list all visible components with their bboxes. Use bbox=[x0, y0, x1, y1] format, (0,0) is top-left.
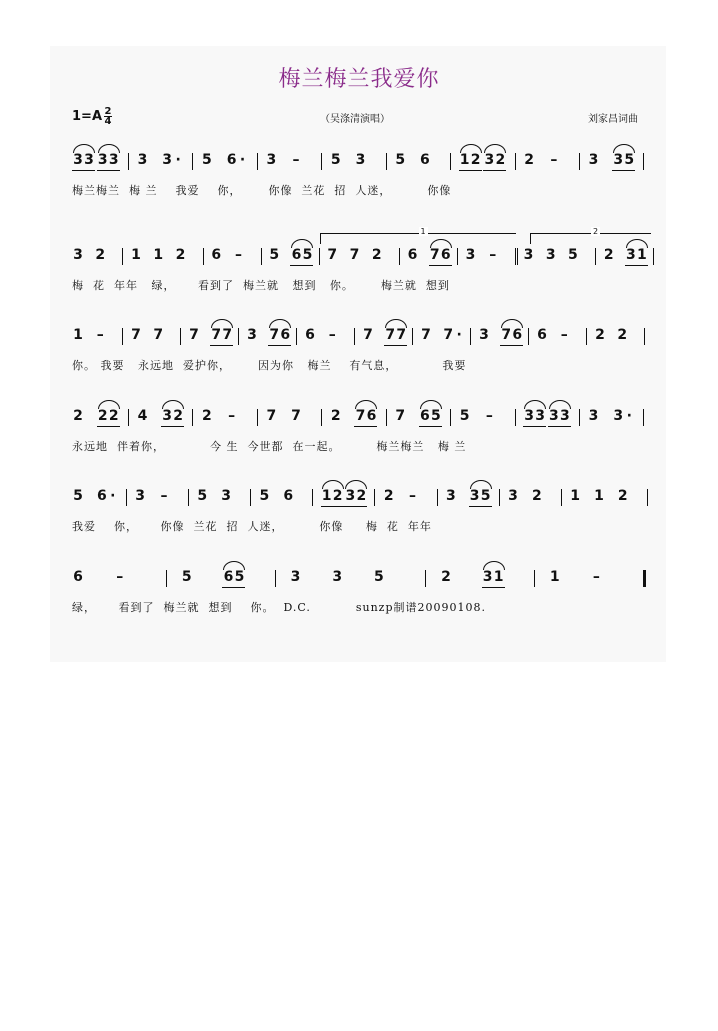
note: 6 bbox=[96, 488, 107, 504]
barline bbox=[412, 328, 413, 345]
note: 3 bbox=[613, 408, 624, 424]
note: 6 bbox=[280, 327, 291, 343]
note: 2 bbox=[95, 247, 106, 263]
note: 2 bbox=[617, 327, 628, 343]
note: 3 bbox=[445, 488, 456, 504]
note: 1 bbox=[549, 569, 560, 585]
note: 1 bbox=[459, 152, 470, 168]
note: 2 bbox=[108, 408, 119, 424]
note: 2 bbox=[332, 488, 343, 504]
key-label: 1=A bbox=[72, 109, 102, 124]
barline bbox=[238, 328, 239, 345]
note: 3 bbox=[135, 488, 146, 504]
barline bbox=[644, 328, 645, 345]
note: 5 bbox=[181, 569, 192, 585]
notation-row bbox=[0, 488, 718, 510]
barline bbox=[354, 328, 355, 345]
note: 3 bbox=[588, 408, 599, 424]
barline bbox=[250, 489, 251, 506]
note: 2 bbox=[617, 488, 628, 504]
note: 3 bbox=[613, 152, 624, 168]
barline bbox=[122, 328, 123, 345]
note: 6 bbox=[512, 327, 523, 343]
note: 6 bbox=[223, 569, 234, 585]
note: 3 bbox=[479, 327, 489, 343]
barline bbox=[643, 153, 644, 170]
barline bbox=[399, 248, 400, 265]
note: 5 bbox=[624, 152, 635, 168]
notation-row bbox=[0, 327, 718, 349]
note: 2 bbox=[202, 408, 212, 424]
note: 5 bbox=[73, 488, 83, 504]
note: 1 bbox=[73, 327, 83, 343]
note: 3 bbox=[84, 152, 94, 168]
barline bbox=[192, 153, 193, 170]
note: 3 bbox=[355, 152, 366, 168]
note: 5 bbox=[259, 488, 270, 504]
barline bbox=[319, 248, 320, 265]
sustain-dash: – bbox=[489, 247, 497, 263]
dot: · bbox=[626, 408, 632, 424]
lyrics-line: 我爱 你， 你像 兰花 招 人迷， 你像 梅 花 年年 bbox=[72, 520, 432, 533]
note: 3 bbox=[548, 408, 559, 424]
note: 2 bbox=[441, 569, 451, 585]
music-system bbox=[0, 569, 718, 639]
note: 2 bbox=[356, 488, 367, 504]
note: 3 bbox=[535, 408, 545, 424]
note: 7 bbox=[363, 327, 373, 343]
key-signature bbox=[72, 107, 112, 126]
sustain-dash: – bbox=[228, 408, 236, 424]
music-system bbox=[0, 327, 718, 397]
barline bbox=[450, 409, 451, 426]
note: 1 bbox=[321, 488, 332, 504]
note: 5 bbox=[330, 152, 341, 168]
note: 7 bbox=[291, 408, 301, 424]
note: 3 bbox=[626, 247, 636, 263]
note: 3 bbox=[97, 152, 108, 168]
note: 7 bbox=[396, 327, 407, 343]
note: 6 bbox=[407, 247, 418, 263]
note: 5 bbox=[374, 569, 384, 585]
music-system bbox=[0, 227, 718, 317]
note: 5 bbox=[302, 247, 313, 263]
note: 2 bbox=[531, 488, 542, 504]
note: 3 bbox=[508, 488, 518, 504]
note: 1 bbox=[637, 247, 647, 263]
lyrics-line: 梅兰梅兰 梅 兰 我爱 你， 你像 兰花 招 人迷， 你像 bbox=[72, 184, 452, 197]
barline bbox=[257, 153, 258, 170]
note: 3 bbox=[559, 408, 570, 424]
note: 7 bbox=[153, 327, 164, 343]
song-title: 梅兰梅兰我爱你 bbox=[278, 67, 440, 92]
dot: · bbox=[110, 488, 116, 504]
sustain-dash: – bbox=[96, 327, 104, 343]
note: 6 bbox=[537, 327, 547, 343]
note: 6 bbox=[440, 247, 451, 263]
barline bbox=[321, 409, 322, 426]
barline bbox=[457, 248, 458, 265]
sustain-dash: – bbox=[328, 327, 336, 343]
note: 1 bbox=[153, 247, 164, 263]
note: 2 bbox=[175, 247, 186, 263]
second-ending-bracket bbox=[530, 227, 651, 244]
note: 3 bbox=[162, 408, 173, 424]
note: 6 bbox=[420, 408, 430, 424]
note: 7 bbox=[349, 247, 360, 263]
music-system bbox=[0, 152, 718, 222]
first-ending-label: 1 bbox=[420, 227, 426, 236]
barline bbox=[647, 489, 648, 506]
barline bbox=[257, 409, 258, 426]
note: 6 bbox=[73, 569, 83, 585]
performer-credit: （吴涤清演唱） bbox=[320, 114, 390, 125]
note: 2 bbox=[330, 408, 341, 424]
note: 7 bbox=[443, 327, 454, 343]
sustain-dash: – bbox=[116, 569, 124, 585]
note: 3 bbox=[345, 488, 356, 504]
barline bbox=[437, 489, 438, 506]
note: 7 bbox=[395, 408, 406, 424]
note: 7 bbox=[269, 327, 280, 343]
barline bbox=[128, 153, 129, 170]
barline bbox=[515, 153, 516, 170]
tie-slur bbox=[322, 480, 344, 489]
note: 5 bbox=[568, 247, 578, 263]
final-barline bbox=[643, 570, 646, 587]
dot: · bbox=[456, 327, 462, 343]
barline bbox=[425, 570, 426, 587]
note: 6 bbox=[283, 488, 294, 504]
barline bbox=[261, 248, 262, 265]
note: 6 bbox=[211, 247, 222, 263]
first-ending-bracket bbox=[320, 227, 516, 244]
note: 2 bbox=[173, 408, 184, 424]
note: 3 bbox=[588, 152, 599, 168]
time-signature bbox=[104, 107, 112, 126]
notation-row bbox=[0, 408, 718, 430]
barline bbox=[126, 489, 127, 506]
note: 5 bbox=[459, 408, 470, 424]
barline bbox=[595, 248, 596, 265]
barline bbox=[128, 409, 129, 426]
note: 3 bbox=[523, 247, 534, 263]
note: 3 bbox=[108, 152, 119, 168]
music-system bbox=[0, 408, 718, 478]
note: 2 bbox=[73, 408, 83, 424]
barline bbox=[586, 328, 587, 345]
sustain-dash: – bbox=[292, 152, 300, 168]
tie-slur bbox=[483, 561, 505, 570]
barline bbox=[321, 153, 322, 170]
note: 7 bbox=[211, 327, 222, 343]
barline bbox=[534, 570, 535, 587]
barline bbox=[450, 153, 451, 170]
barline bbox=[579, 409, 580, 426]
note: 6 bbox=[305, 327, 315, 343]
note: 7 bbox=[501, 327, 512, 343]
barline bbox=[386, 409, 387, 426]
barline bbox=[296, 328, 297, 345]
barline bbox=[122, 248, 123, 265]
dot: · bbox=[175, 152, 181, 168]
note: 3 bbox=[524, 408, 534, 424]
barline bbox=[188, 489, 189, 506]
notation-row bbox=[0, 247, 718, 269]
note: 3 bbox=[247, 327, 257, 343]
sustain-dash: – bbox=[234, 247, 242, 263]
note: 3 bbox=[469, 488, 480, 504]
barline bbox=[203, 248, 204, 265]
note: 7 bbox=[327, 247, 338, 263]
sustain-dash: – bbox=[485, 408, 493, 424]
note: 6 bbox=[226, 152, 237, 168]
lyrics-line: 永远地 伴着你， 今 生 今世都 在一起。 梅兰梅兰 梅 兰 bbox=[72, 440, 467, 453]
notation-row bbox=[0, 569, 718, 591]
music-system bbox=[0, 488, 718, 558]
note: 3 bbox=[484, 152, 495, 168]
barline bbox=[561, 489, 562, 506]
note: 3 bbox=[137, 152, 148, 168]
lyrics-line: 你。 我要 永远地 爱护你， 因为你 梅兰 有气息， 我要 bbox=[72, 359, 467, 372]
final-barline bbox=[515, 248, 521, 265]
note: 5 bbox=[269, 247, 280, 263]
note: 2 bbox=[524, 152, 534, 168]
sustain-dash: – bbox=[592, 569, 600, 585]
note: 7 bbox=[222, 327, 233, 343]
barline bbox=[653, 248, 654, 265]
lyrics-line: 绿， 看到了 梅兰就 想到 你。 D.C. sunzp制谱20090108. bbox=[72, 601, 486, 614]
note: 5 bbox=[480, 488, 491, 504]
barline bbox=[528, 328, 529, 345]
sustain-dash: – bbox=[160, 488, 168, 504]
tie-slur bbox=[470, 480, 492, 489]
note: 7 bbox=[131, 327, 141, 343]
lyrics-line: 梅 花 年年 绿， 看到了 梅兰就 想到 你。 梅兰就 想到 bbox=[72, 279, 450, 292]
note: 3 bbox=[266, 152, 277, 168]
barline bbox=[515, 409, 516, 426]
note: 3 bbox=[290, 569, 301, 585]
note: 2 bbox=[97, 408, 108, 424]
barline bbox=[643, 409, 644, 426]
barline bbox=[499, 489, 500, 506]
tie-slur bbox=[460, 144, 482, 153]
dot: · bbox=[239, 152, 246, 168]
note: 3 bbox=[73, 247, 83, 263]
composer-credit: 刘家昌词曲 bbox=[588, 114, 638, 125]
tie-slur bbox=[98, 144, 120, 153]
barline bbox=[386, 153, 387, 170]
barline bbox=[275, 570, 276, 587]
note: 3 bbox=[465, 247, 476, 263]
note: 3 bbox=[482, 569, 493, 585]
second-ending-label: 2 bbox=[593, 227, 599, 236]
note: 2 bbox=[470, 152, 481, 168]
barline bbox=[579, 153, 580, 170]
note: 7 bbox=[266, 408, 277, 424]
note: 5 bbox=[202, 152, 212, 168]
note: 1 bbox=[131, 247, 141, 263]
note: 5 bbox=[234, 569, 245, 585]
note: 5 bbox=[395, 152, 406, 168]
barline bbox=[312, 489, 313, 506]
barline bbox=[192, 409, 193, 426]
note: 2 bbox=[603, 247, 614, 263]
note: 7 bbox=[421, 327, 431, 343]
note: 7 bbox=[189, 327, 199, 343]
note: 6 bbox=[366, 408, 377, 424]
barline bbox=[470, 328, 471, 345]
note: 4 bbox=[137, 408, 148, 424]
barline bbox=[166, 570, 167, 587]
note: 3 bbox=[545, 247, 556, 263]
note: 3 bbox=[162, 152, 173, 168]
note: 7 bbox=[355, 408, 366, 424]
barline bbox=[180, 328, 181, 345]
time-signature-bottom: 4 bbox=[104, 116, 112, 127]
note: 2 bbox=[371, 247, 382, 263]
note: 7 bbox=[385, 327, 396, 343]
note: 1 bbox=[570, 488, 581, 504]
note: 5 bbox=[197, 488, 208, 504]
note: 1 bbox=[493, 569, 504, 585]
note: 7 bbox=[429, 247, 440, 263]
note: 3 bbox=[221, 488, 231, 504]
note: 1 bbox=[594, 488, 604, 504]
sustain-dash: – bbox=[550, 152, 558, 168]
note: 6 bbox=[291, 247, 302, 263]
time-signature-top: 2 bbox=[104, 106, 112, 117]
sustain-dash: – bbox=[409, 488, 417, 504]
note: 3 bbox=[332, 569, 343, 585]
tie-slur bbox=[98, 400, 120, 409]
note: 2 bbox=[383, 488, 394, 504]
notation-row bbox=[0, 152, 718, 174]
note: 2 bbox=[495, 152, 506, 168]
barline bbox=[374, 489, 375, 506]
note: 6 bbox=[420, 152, 430, 168]
note: 2 bbox=[595, 327, 605, 343]
note: 3 bbox=[73, 152, 83, 168]
sustain-dash: – bbox=[560, 327, 568, 343]
note: 5 bbox=[431, 408, 441, 424]
